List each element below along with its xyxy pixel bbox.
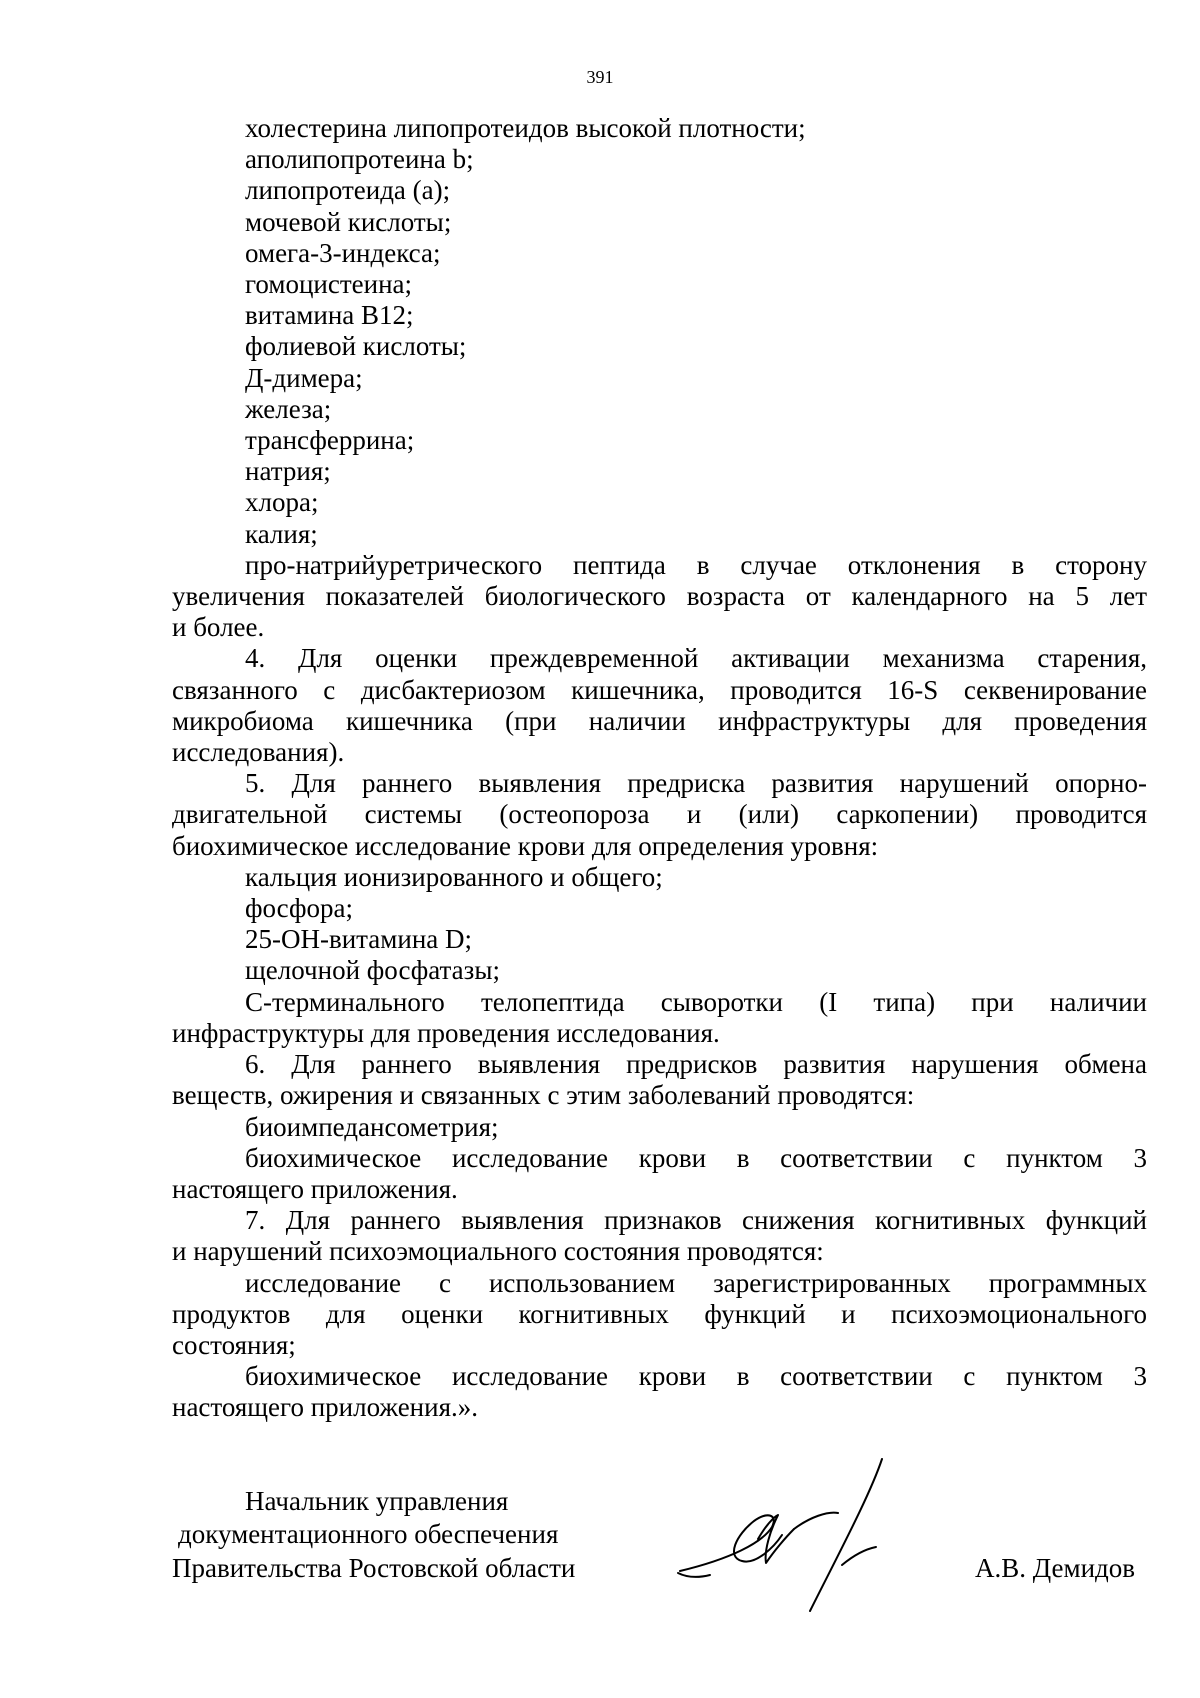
paragraph-line: про-натрийуретрического пептида в случае отклонения в сторону — [245, 549, 1147, 580]
list-item: 25-ОН-витамина D; — [245, 924, 473, 955]
list-item: аполипопротеина b; — [245, 144, 474, 175]
paragraph-line: 4. Для оценки преждевременной активации механизма старения, — [245, 643, 1147, 674]
paragraph-line: исследования). — [172, 737, 345, 768]
list-item: витамина В12; — [245, 300, 414, 331]
signer-title-line: Правительства Ростовской области — [172, 1553, 576, 1583]
list-item: омега-3-индекса; — [245, 237, 441, 268]
list-item: фосфора; — [245, 893, 353, 924]
list-item: холестерина липопротеидов высокой плотности; — [245, 113, 806, 143]
paragraph-line: продуктов для оценки когнитивных функций и психоэмоционального — [172, 1298, 1147, 1329]
paragraph-line: 5. Для раннего выявления предриска развития нарушений опорно- — [245, 768, 1147, 799]
paragraph-line: С-терминального телопептида сыворотки (I типа) при наличии — [245, 986, 1147, 1017]
list-item: Д-димера; — [245, 362, 363, 393]
list-item: липопротеида (а); — [245, 175, 451, 206]
paragraph-line: микробиома кишечника (при наличии инфраструктуры для проведения — [172, 705, 1147, 736]
paragraph-line: 6. Для раннего выявления предрисков развития нарушения обмена — [245, 1049, 1147, 1080]
signer-title-line: документационного обеспечения — [178, 1519, 559, 1549]
signer-name: А.В. Демидов — [975, 1553, 1136, 1583]
paragraph-line: настоящего приложения.». — [172, 1392, 478, 1423]
list-item: фолиевой кислоты; — [245, 331, 467, 362]
paragraph-line: настоящего приложения. — [172, 1173, 458, 1204]
list-item: железа; — [245, 393, 332, 424]
paragraph-line: исследование с использованием зарегистрированных программных — [245, 1267, 1147, 1298]
list-item: калия; — [245, 518, 318, 549]
paragraph-line: биохимическое исследование крови в соответствии с пунктом 3 — [245, 1361, 1147, 1392]
paragraph-line: состояния; — [172, 1329, 296, 1360]
paragraph-line: биохимическое исследование крови для определения уровня: — [172, 830, 879, 861]
list-item: биоимпедансометрия; — [245, 1111, 499, 1142]
paragraph-line: веществ, ожирения и связанных с этим заболеваний проводятся: — [172, 1080, 915, 1111]
list-item: трансферрина; — [245, 425, 415, 456]
handwritten-signature — [670, 1455, 940, 1615]
signer-title-line: Начальник управления — [245, 1486, 509, 1516]
paragraph-line: инфраструктуры для проведения исследования. — [172, 1017, 720, 1048]
list-item: щелочной фосфатазы; — [245, 955, 500, 986]
paragraph-line: и нарушений психоэмоциального состояния проводятся: — [172, 1236, 824, 1267]
list-item: мочевой кислоты; — [245, 206, 452, 237]
list-item: гомоцистеина; — [245, 269, 413, 300]
paragraph-line: связанного с дисбактериозом кишечника, проводится 16-S секвенирование — [172, 674, 1147, 705]
list-item: натрия; — [245, 456, 331, 487]
page-number: 391 — [586, 67, 614, 87]
paragraph-line: увеличения показателей биологического возраста от календарного на 5 лет — [172, 581, 1147, 612]
paragraph-line: и более. — [172, 612, 265, 643]
list-item: хлора; — [245, 487, 319, 518]
paragraph-line: 7. Для раннего выявления признаков снижения когнитивных функций — [245, 1205, 1147, 1236]
paragraph-line: биохимическое исследование крови в соответствии с пунктом 3 — [245, 1142, 1147, 1173]
list-item: кальция ионизированного и общего; — [245, 861, 663, 892]
paragraph-line: двигательной системы (остеопороза и (или) саркопении) проводится — [172, 799, 1147, 830]
